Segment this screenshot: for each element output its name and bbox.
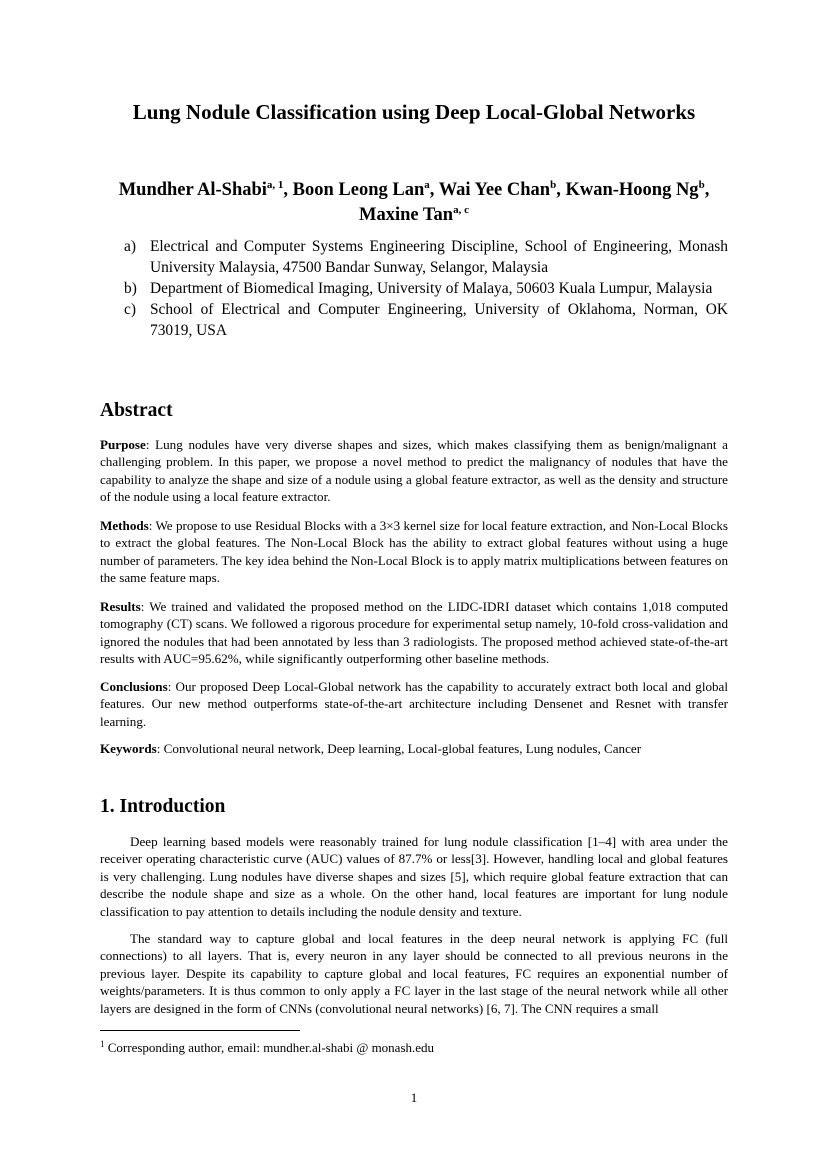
abstract-purpose xyxy=(100,436,728,506)
abstract-methods xyxy=(100,517,728,587)
results-label: Results xyxy=(100,599,141,614)
keywords-text: : Convolutional neural network, Deep learning, Local-global features, Lung nodules, Cancer xyxy=(156,741,642,756)
author-name: Mundher Al-Shabi xyxy=(118,180,267,200)
conclusions-label: Conclusions xyxy=(100,679,168,694)
author-name: Kwan-Hoong Ng xyxy=(565,180,699,200)
affiliation-marker: c) xyxy=(124,301,136,318)
purpose-text: : Lung nodules have very diverse shapes and sizes, which makes classifying them as benign/malignant a challenging problem. In this paper, we propose a novel method to predict the malignancy of nodules that have the capability to analyze the shape and size of a nodule using a global feature extractor, as well as the density and structure of the nodule using a local feature extractor. xyxy=(100,437,728,505)
abstract-results xyxy=(100,598,728,668)
introduction-heading: 1. Introduction xyxy=(100,796,226,817)
methods-text: : We propose to use Residual Blocks with a 3×3 kernel size for local feature extraction, and Non-Local Blocks to extract the global features. The Non-Local Block has the ability to extract global features without using a huge number of parameters. The key idea behind the Non-Local Block is to apply matrix multiplications between features on the same feature maps. xyxy=(100,518,728,586)
conclusions-text: : Our proposed Deep Local-Global network has the capability to accurately extract both local and global features. Our new method outperforms state-of-the-art architecture including Densenet and Resnet with transfer learning. xyxy=(100,679,728,729)
author-name: Wai Yee Chan xyxy=(438,180,551,200)
footnote-text: Corresponding author, email: mundher.al-shabi @ monash.edu xyxy=(104,1040,435,1055)
author-affiliation-marker: b xyxy=(698,179,705,191)
abstract-conclusions xyxy=(100,678,728,730)
affiliation-text: School of Electrical and Computer Engineering, University of Oklahoma, Norman, OK 73019, USA xyxy=(150,301,728,339)
affiliation-item xyxy=(124,299,728,341)
affiliation-marker: a) xyxy=(124,238,136,255)
results-text: : We trained and validated the proposed method on the LIDC-IDRI dataset which contains 1,018 computed tomography (CT) scans. We followed a rigorous procedure for experimental setup namely, 10-fold cross-validation and ignored the nodules that had been annotated by less than 3 radiologists. The proposed method achieved state-of-the-art results with AUC=95.62%, while significantly outperforming other baseline methods. xyxy=(100,599,728,667)
introduction-paragraph: The standard way to capture global and local features in the deep neural network is applying FC (full connections) to all layers. That is, every neuron in any layer should be connected to all previous neurons in the previous layer. Despite its capability to capture global and local features, FC requires an exponential number of weights/parameters. It is thus common to only apply a FC layer in the last stage of the neural network while all other layers are designed in the form of CNNs (convolutional neural networks) [6, 7]. The CNN requires a small xyxy=(100,931,728,1016)
affiliation-text: Department of Biomedical Imaging, University of Malaya, 50603 Kuala Lumpur, Malaysia xyxy=(150,280,713,297)
affiliation-text: Electrical and Computer Systems Engineering Discipline, School of Engineering, Monash University Malaysia, 47500 Bandar Sunway, Selangor, Malaysia xyxy=(150,238,728,276)
introduction-paragraph: Deep learning based models were reasonably trained for lung nodule classification [1–4] with area under the receiver operating characteristic curve (AUC) values of 87.7% or less[3]. However, handling local and global features is very challenging. Lung nodules have diverse shapes and sizes [5], which require global feature extraction that can describe the nodule shape and size as a whole. On the other hand, local features are important for lung nodule classification to pay attention to details including the nodule density and texture. xyxy=(100,834,728,919)
author-affiliation-marker: b xyxy=(550,179,557,191)
keywords xyxy=(100,740,728,757)
author-name: Boon Leong Lan xyxy=(292,180,425,200)
affiliation-item xyxy=(124,278,728,299)
footnote xyxy=(100,1040,434,1056)
footnote-rule xyxy=(100,1030,300,1031)
author-separator: , xyxy=(429,180,439,200)
author-separator: , xyxy=(704,180,710,200)
author-list xyxy=(110,178,718,228)
methods-label: Methods xyxy=(100,518,149,533)
page-number: 1 xyxy=(410,1090,418,1105)
author-affiliation-marker: a, c xyxy=(453,204,469,216)
author-affiliation-marker: a, 1 xyxy=(266,179,284,191)
author-separator: , xyxy=(283,180,293,200)
author-affiliation-marker: a xyxy=(424,179,430,191)
affiliation-item xyxy=(124,236,728,278)
paper-title: Lung Nodule Classification using Deep Local-Global Networks xyxy=(132,100,696,124)
affiliation-list xyxy=(124,236,728,341)
abstract-heading: Abstract xyxy=(100,400,173,421)
author-name: Maxine Tan xyxy=(359,205,454,225)
keywords-label: Keywords xyxy=(100,741,157,756)
footnote-marker: 1 xyxy=(100,1039,105,1049)
purpose-label: Purpose xyxy=(100,437,146,452)
author-separator: , xyxy=(556,180,566,200)
affiliation-marker: b) xyxy=(124,280,137,297)
